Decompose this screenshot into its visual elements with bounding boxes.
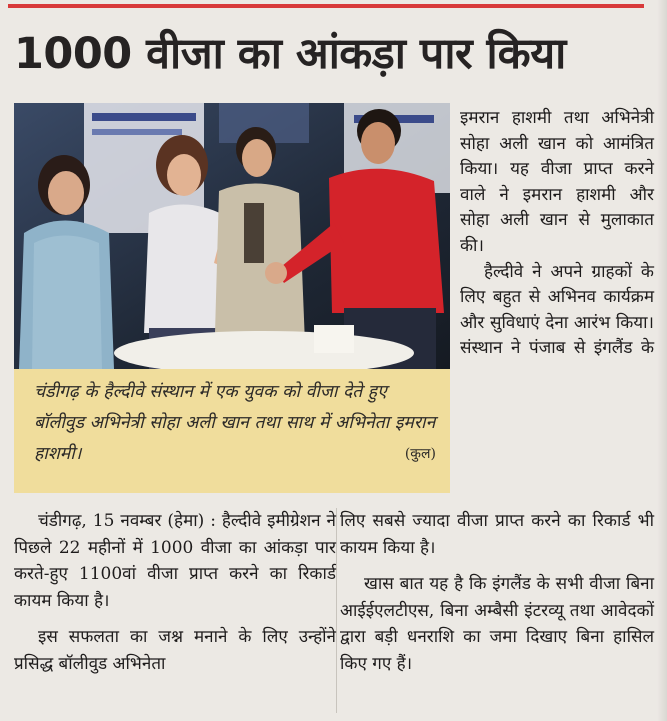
column-divider <box>336 508 337 713</box>
caption-text: चंडीगढ़ के हैल्दीवे संस्थान में एक युवक को वीजा देते हुए बॉलीवुड अभिनेत्री सोहा अली खान तथा साथ में अभिनेता इमरान हाशमी। <box>34 382 436 464</box>
photo-caption-box <box>14 369 450 493</box>
right-column-paragraph-1: इमरान हाशमी तथा अभिनेत्री सोहा अली खान को आमंत्रित किया। यह वीजा प्राप्त करने वाले ने इमरान हाशमी और सोहा अली खान से मुलाकात की। <box>460 108 654 256</box>
bottom-right-paragraph-1: लिए सबसे ज्यादा वीजा प्राप्त करने का रिकार्ड भी कायम किया है। <box>340 511 654 558</box>
bottom-left-paragraph-2: इस सफलता का जश्न मनाने के लिए उन्होंने प्रसिद्ध बॉलीवुड अभिनेता <box>14 627 336 674</box>
bottom-left-column <box>14 508 336 677</box>
photo-credit: (कुल) <box>404 446 436 462</box>
bottom-right-column <box>340 508 654 677</box>
news-photo <box>14 103 450 369</box>
top-red-rule <box>8 4 644 8</box>
bottom-right-paragraph-2: खास बात यह है कि इंगलैंड के सभी वीजा बिना आईईएलटीएस, बिना अम्बैसी इंटरव्यू तथा आवेदकों द्वारा बड़ी धनराशि का जमा दिखाए बिना हासिल किए गए हैं। <box>340 574 654 674</box>
right-column-paragraph-2: हैल्दीवे ने अपने ग्राहकों के लिए बहुत से अभिनव कार्यक्रम और सुविधाएं देना आरंभ किया। संस्थान ने पंजाब से इंगलैंड के <box>460 261 654 359</box>
page-edge-shadow <box>657 0 667 721</box>
headline: 1000 वीजा का आंकड़ा पार किया <box>14 29 566 79</box>
right-column <box>460 106 654 362</box>
bottom-left-paragraph-1: चंडीगढ़, 15 नवम्बर (हेमा) : हैल्दीवे इमीग्रेशन ने पिछले 22 महीनों में 1000 वीजा का आंकड़ा पार करते-हुए 1100वां वीजा प्राप्त करने का रिकार्ड कायम किया है। <box>14 511 336 611</box>
photo-caption <box>34 377 440 470</box>
